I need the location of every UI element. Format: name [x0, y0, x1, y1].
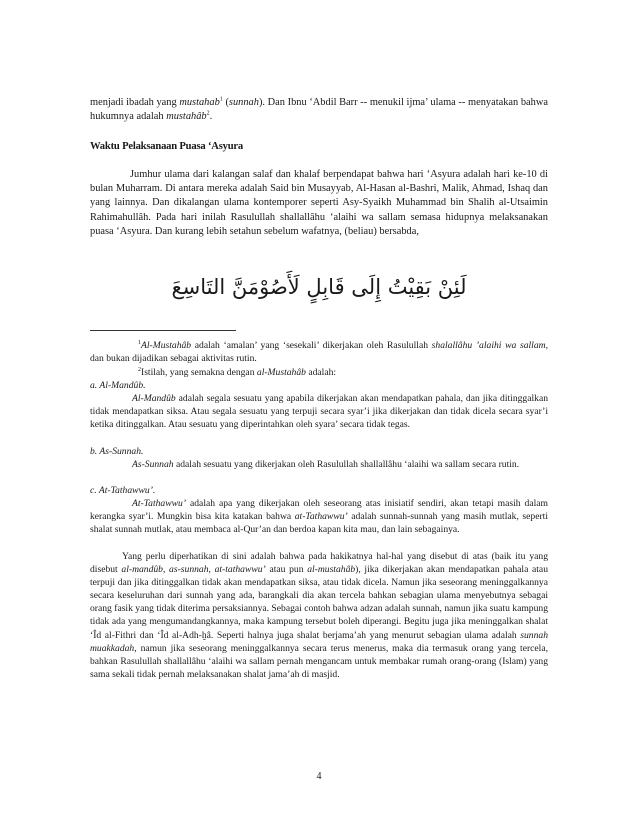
term-italic: mustahab: [179, 97, 220, 108]
text: ). Dan Ibnu ‘Abdil Barr -- menukil ijma’ ulama -- menyatakan bahwa hukumnya adalah: [90, 97, 548, 123]
text: dan bukan dijadikan sebagai aktivitas rutin.: [90, 353, 257, 365]
footnote-number: 1: [138, 339, 141, 346]
footnote-item-c-label: c. At-Tathawwu’.: [90, 485, 156, 496]
term-italic: shalallâhu ’alaihi wa sallam,: [431, 340, 548, 351]
term-italic: As-Sunnah: [132, 459, 174, 470]
footnote-item-a-label: a. Al-Mandûb.: [90, 380, 146, 391]
text: adalah sesuatu yang dikerjakan oleh Rasulullah shallallâhu ‘alaihi wa sallam secara rutin.: [173, 459, 520, 470]
text: adalah:: [305, 367, 337, 378]
term-italic: al-Mustahâb: [256, 367, 306, 378]
page-number: 4: [316, 771, 322, 782]
term-italic: At-Tathawwu’: [132, 498, 187, 509]
footnote-2: [90, 366, 548, 379]
term-italic: Al-Mustahâb: [141, 340, 192, 351]
text: ), jika dikerjakan akan mendapatkan pahala atau terpuji dan jika ditinggalkan tidak akan mendapatkan siksa, atau tidak dicela. Namun jika seseorang meninggalkannya secara keseluruhan dari sunnah yang ada, barangkali dia akan tercela bahkan sebagian ulama menyebutnya sebagai orang fasik yang tidak diterima persaksiannya. Sebagai contoh bahwa adzan adalah sunnah, namun jika suatu kampung tidak ada yang mengumandangkannya, maka kampung tersebut boleh diperangi. Begitu juga jika meninggalkan shalat ‘Îd al-Fithri dan ‘Îd al-Adh-ḫâ. Seperti halnya juga shalat berjama’ah yang menurut sebagian ulama adalah: [90, 564, 548, 641]
text: Yang perlu diperhatikan di sini adalah bahwa pada hakikatnya hal-hal yang disebut di atas (baik itu yang disebut: [90, 551, 548, 576]
text: adalah segala sesuatu yang apabila dikerjakan akan mendapatkan pahala, dan jika ditinggalkan tidak mendapatkan siksa. Atau segala sesuatu yang terpuji secara syar’i jika dikerjakan dan tidak dicela secara syar’i ketika ditinggalkan. Atau sesuatu yang diperintahkan oleh syara’ secara tidak tegas.: [90, 393, 548, 431]
footnote-divider: [90, 330, 236, 331]
text: , namun jika seseorang meninggalkannya secara terus menerus, maka dia termasuk orang yang tercela, bahkan Rasulullah shallallâhu ‘alaihi wa sallam pernah mengancam untuk membakar rumah orang-orang (Islam) yang sama sekali tidak pernah melaksanakan shalat jama’ah di masjid.: [90, 642, 548, 680]
term-italic: sunnah muakkadah: [90, 629, 548, 654]
footnote-ref-1[interactable]: 1: [219, 96, 223, 103]
footnote-item-b-text: [90, 458, 548, 471]
footnote-note-paragraph: [90, 550, 548, 681]
paragraph-body: Jumhur ulama dari kalangan salaf dan khalaf berpendapat bahwa hari ‘Asyura adalah hari ke-10 di bulan Muharram. Di antara mereka adalah Said bin Musayyab, Al-Hasan al-Bashri, Malik, Ahmad, Ishaq dan yang lainnya. Dan dikalangan ulama kontemporer seperti Asy-Syaikh Muhammad bin Shalih al-Utsaimin Rahimahullâh. Pada hari inilah Rasulullah shallallâhu ‘alaihi wa sallam semasa hidupnya melaksanakan puasa ‘Asyura. Dan kurang lebih setahun sebelum wafatnya, (beliau) bersabda,: [90, 169, 548, 237]
arabic-hadith-text: لَئِنْ بَقِيْتُ إِلَى قَابِلٍ لَأَصُوْمَنَّ التَاسِعَ: [171, 275, 467, 299]
text: adalah sunnah-sunnah yang masih mutlak, seperti shalat sunnah mutlak, atau membaca al-Qur’an dan berdoa kapan kita mau, dan lain sebagainya.: [90, 511, 548, 536]
footnote-item-a-text: [90, 392, 548, 431]
text: adalah ‘amalan’ yang ‘sesekali’ dikerjakan oleh Rasulullah: [191, 340, 432, 351]
term-italic: mustahâb: [166, 111, 207, 123]
footnote-ref-2[interactable]: 2: [206, 110, 210, 117]
footnote-item-b-label: b. As-Sunnah.: [90, 446, 144, 457]
text: .: [209, 111, 213, 123]
term-italic: al-mandûb, as-sunnah, at-tathawwu’: [121, 564, 266, 576]
text: menjadi ibadah yang: [90, 97, 180, 108]
term-italic: Al-Mandûb: [132, 393, 176, 404]
footnote-1: [90, 339, 548, 365]
term-italic: at-Tathawwu’: [294, 511, 348, 523]
text: (: [222, 97, 229, 108]
text: adalah apa yang dikerjakan oleh seseorang atas inisiatif sendiri, akan tetapi masih dalam kerangka syar’i. Mungkin bisa kita katakan bahwa: [90, 498, 548, 523]
footnote-item-c-text: [90, 497, 548, 536]
text: atau pun: [265, 564, 308, 576]
text: Istilah, yang semakna dengan: [141, 367, 257, 378]
footnote-number: 2: [138, 366, 141, 373]
paragraph-continuation: [90, 96, 548, 124]
term-italic: al-mustahâb: [307, 564, 356, 576]
section-heading: Waktu Pelaksanaan Puasa ‘Asyura: [90, 141, 244, 152]
term-italic: sunnah: [228, 97, 259, 108]
